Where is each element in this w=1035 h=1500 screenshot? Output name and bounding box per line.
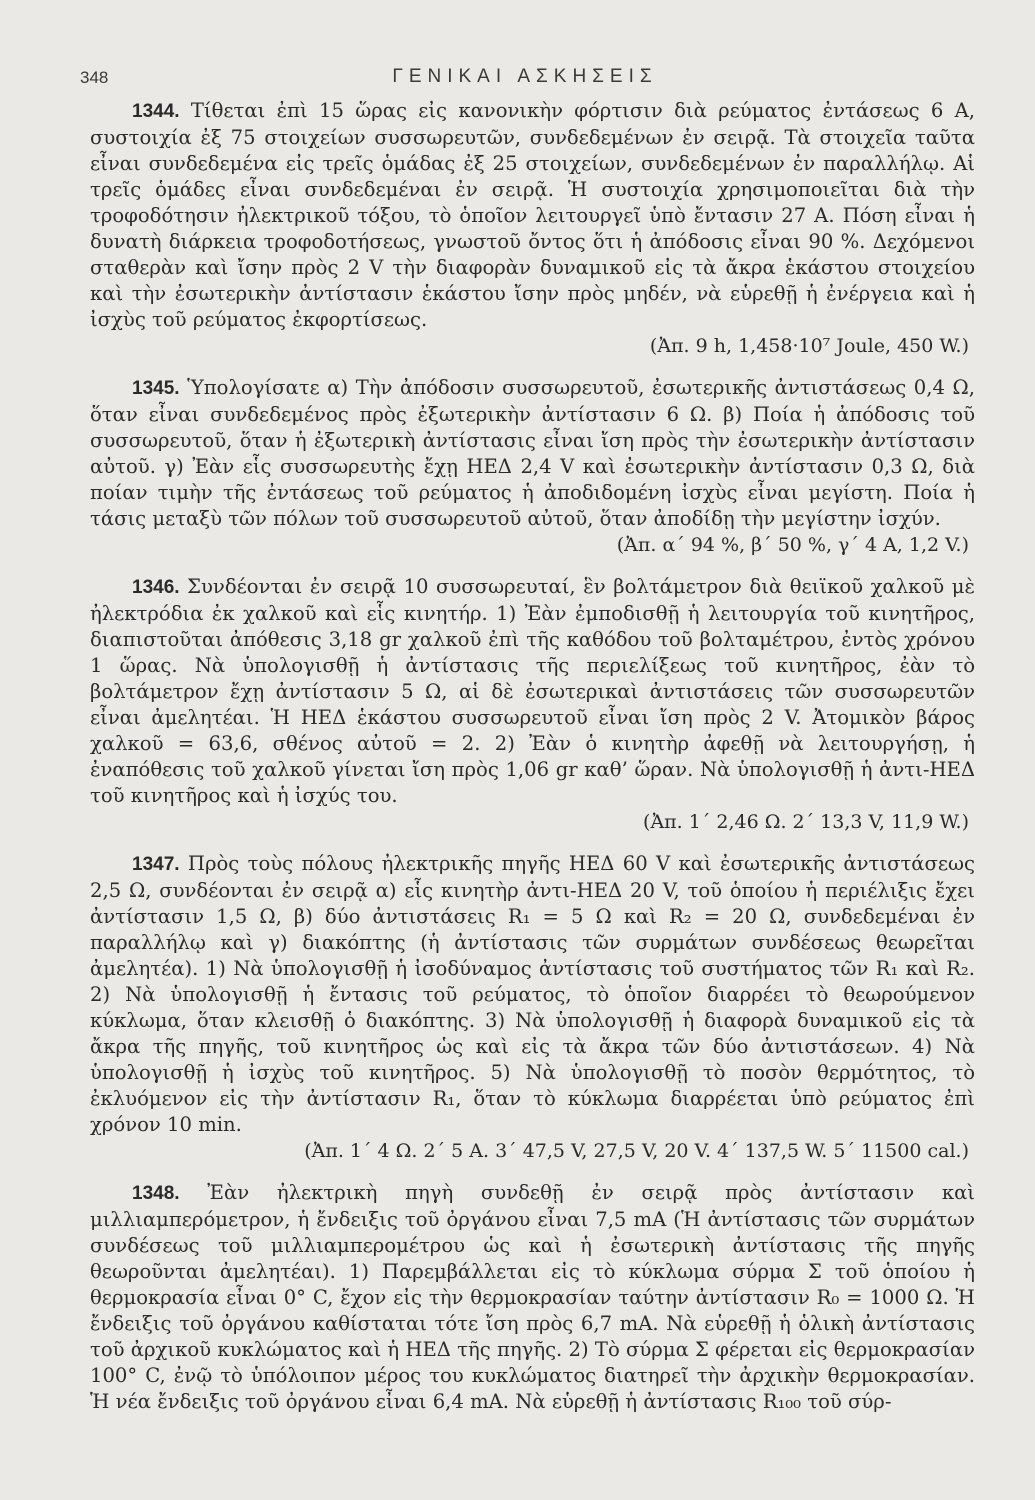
problem-1347 xyxy=(90,851,975,1164)
problem-1348 xyxy=(90,1180,975,1415)
problem-body: Συνδέονται ἐν σειρᾷ 10 συσσωρευταί, ἓν βολτάμετρον διὰ θειϊκοῦ χαλκοῦ μὲ ἠλεκτρόδια ἐκ χαλκοῦ καὶ εἷς κινητήρ. 1) Ἐὰν ἐμποδισθῇ ἡ λειτουργία τοῦ κινητῆρος, διαπιστοῦται ἀπόθεσις 3,18 gr χαλκοῦ ἐπὶ τῆς καθόδου τοῦ βολταμέτρου, ἐντὸς χρόνου 1 ὥρας. Νὰ ὑπολογισθῇ ἡ ἀντίστασις τῆς περιελίξεως τοῦ κινητῆρος, ἐὰν τὸ βολτάμετρον ἔχῃ ἀντίστασιν 5 Ω, αἱ δὲ ἐσωτερικαὶ ἀντιστάσεις τῶν συσσωρευτῶν εἶναι ἀμελητέαι. Ἡ ΗΕΔ ἑκάστου συσσωρευτοῦ εἶναι ἴση πρὸς 2 V. Ἀτομικὸν βάρος χαλκοῦ = 63,6, σθένος αὐτοῦ = 2. 2) Ἐὰν ὁ κινητὴρ ἀφεθῇ νὰ λειτουργήσῃ, ἡ ἐναπόθεσις τοῦ χαλκοῦ γίνεται ἴση πρὸς 1,06 gr καθ’ ὥραν. Νὰ ὑπολογισθῇ ἡ ἀντι-ΗΕΔ τοῦ κινητῆρος καὶ ἡ ἰσχύς του. xyxy=(90,575,976,807)
problem-answer: (Ἀπ. 1΄ 2,46 Ω. 2΄ 13,3 V, 11,9 W.) xyxy=(643,811,969,833)
problem-body: Ὑπολογίσατε α) Τὴν ἀπόδοσιν συσσωρευτοῦ, ἐσωτερικῆς ἀντιστάσεως 0,4 Ω, ὅταν εἶναι συνδεδεμένος πρὸς ἐξωτερικὴν ἀντίστασιν 6 Ω. β) Ποία ἡ ἀπόδοσις τοῦ συσσωρευτοῦ, ὅταν ἡ ἐξωτερικὴ ἀντίστασις εἶναι ἴση πρὸς τὴν ἐσωτερικὴν ἀντίστασιν αὐτοῦ. γ) Ἐὰν εἷς συσσωρευτὴς ἔχῃ ΗΕΔ 2,4 V καὶ ἐσωτερικὴν ἀντίστασιν 0,3 Ω, διὰ ποίαν τιμὴν τῆς ἐντάσεως τοῦ ρεύματος ἡ ἀποδιδομένη ἰσχὺς εἶναι μεγίστη. Ποία ἡ τάσις μεταξὺ τῶν πόλων τοῦ συσσωρευτοῦ αὐτοῦ, ὅταν ἀποδίδῃ τὴν μεγίστην ἰσχύν. xyxy=(90,376,976,530)
problem-text xyxy=(90,375,975,532)
problems-list xyxy=(90,98,975,1431)
problem-answer: (Ἀπ. 1΄ 4 Ω. 2΄ 5 A. 3΄ 47,5 V, 27,5 V, 20 V. 4΄ 137,5 W. 5΄ 11500 cal.) xyxy=(304,1140,969,1162)
running-title: ΓΕΝΙΚΑΙ ΑΣΚΗΣΕΙΣ xyxy=(392,66,658,87)
problem-answer: (Ἀπ. 9 h, 1,458·10⁷ Joule, 450 W.) xyxy=(649,335,969,357)
problem-body: Ἐὰν ἠλεκτρικὴ πηγὴ συνδεθῇ ἐν σειρᾷ πρὸς ἀντίστασιν καὶ μιλλιαμπερόμετρον, ἡ ἔνδειξις τοῦ ὀργάνου εἶναι 7,5 mA (Ἡ ἀντίστασις τῶν συρμάτων συνδέσεως τοῦ μιλλιαμπερομέτρου ὡς καὶ ἡ ἐσωτερικὴ ἀντίστασις τῆς πηγῆς θεωροῦνται ἀμελητέαι). 1) Παρεμβάλλεται εἰς τὸ κύκλωμα σύρμα Σ τοῦ ὁποίου ἡ θερμοκρασία εἶναι 0° C, ἔχον εἰς τὴν θερμοκρασίαν ταύτην ἀντίστασιν R₀ = 1000 Ω. Ἡ ἔνδειξις τοῦ ὀργάνου καθίσταται τότε ἴση πρὸς 6,7 mA. Νὰ εὑρεθῇ ἡ ὁλικὴ ἀντίστασις τοῦ ἀρχικοῦ κυκλώματος καὶ ἡ ΗΕΔ τῆς πηγῆς. 2) Τὸ σύρμα Σ φέρεται εἰς θερμοκρασίαν 100° C, ἐνῷ τὸ ὑπόλοιπον μέρος του κυκλώματος διατηρεῖ τὴν ἀρχικὴν θερμοκρασίαν. Ἡ νέα ἔνδειξις τοῦ ὀργάνου εἶναι 6,4 mA. Νὰ εὑρεθῇ ἡ ἀντίστασις R₁₀₀ τοῦ σύρ- xyxy=(90,1181,975,1413)
problem-body: Πρὸς τοὺς πόλους ἠλεκτρικῆς πηγῆς ΗΕΔ 60 V καὶ ἐσωτερικῆς ἀντιστάσεως 2,5 Ω, συνδέονται ἐν σειρᾷ α) εἷς κινητὴρ ἀντι-ΗΕΔ 20 V, τοῦ ὁποίου ἡ περιέλιξις ἔχει ἀντίστασιν 1,5 Ω, β) δύο ἀντιστάσεις R₁ = 5 Ω καὶ R₂ = 20 Ω, συνδεδεμέναι ἐν παραλλήλῳ καὶ γ) διακόπτης (ἡ ἀντίστασις τῶν συρμάτων συνδέσεως θεωρεῖται ἀμελητέα). 1) Νὰ ὑπολογισθῇ ἡ ἰσοδύναμος ἀντίστασις τοῦ συστήματος τῶν R₁ καὶ R₂. 2) Νὰ ὑπολογισθῇ ἡ ἔντασις τοῦ ρεύματος, τὸ ὁποῖον διαρρέει τὸ θεωρούμενον κύκλωμα, ὅταν κλεισθῇ ὁ διακόπτης. 3) Νὰ ὑπολογισθῇ ἡ διαφορὰ δυναμικοῦ εἰς τὰ ἄκρα τῆς πηγῆς, τοῦ κινητῆρος ὡς καὶ εἰς τὰ ἄκρα τῶν δύο ἀντιστάσεων. 4) Νὰ ὑπολογισθῇ ἡ ἰσχὺς τοῦ κινητῆρος. 5) Νὰ ὑπολογισθῇ τὸ ποσὸν θερμότητος, τὸ ἐκλυόμενον εἰς τὴν ἀντίστασιν R₁, ὅταν τὸ κύκλωμα διαρρέεται ὑπὸ ρεύματος ἐπὶ χρόνον 10 min. xyxy=(90,852,976,1136)
problem-text xyxy=(90,574,975,809)
problem-number: 1345. xyxy=(132,378,180,399)
problem-number: 1348. xyxy=(132,1183,180,1204)
page-header xyxy=(80,64,970,94)
problem-number: 1346. xyxy=(132,577,180,598)
problem-1345 xyxy=(90,375,975,558)
problem-number: 1347. xyxy=(132,854,180,875)
page-number: 348 xyxy=(80,68,109,87)
problem-number: 1344. xyxy=(132,101,180,122)
problem-1344 xyxy=(90,98,975,359)
problem-1346 xyxy=(90,574,975,835)
problem-body: Τίθεται ἐπὶ 15 ὥρας εἰς κανονικὴν φόρτισιν διὰ ρεύματος ἐντάσεως 6 A, συστοιχία ἐξ 75 στοιχείων συσσωρευτῶν, συνδεδεμένων ἐν σειρᾷ. Τὰ στοιχεῖα ταῦτα εἶναι συνδεδεμένα εἰς τρεῖς ὁμάδας ἐξ 25 στοιχείων, συνδεδεμένων ἐν παραλλήλῳ. Αἱ τρεῖς ὁμάδες εἶναι συνδεδεμέναι ἐν σειρᾷ. Ἡ συστοιχία χρησιμοποιεῖται διὰ τὴν τροφοδότησιν ἠλεκτρικοῦ τόξου, τὸ ὁποῖον λειτουργεῖ ὑπὸ ἔντασιν 27 A. Πόση εἶναι ἡ δυνατὴ διάρκεια τροφοδοτήσεως, γνωστοῦ ὄντος ὅτι ἡ ἀπόδοσις εἶναι 90 %. Δεχόμενοι σταθερὰν καὶ ἴσην πρὸς 2 V τὴν διαφορὰν δυναμικοῦ εἰς τὰ ἄκρα ἑκάστου στοιχείου καὶ τὴν ἐσωτερικὴν ἀντίστασιν ἑκάστου ἴσην πρὸς μηδέν, νὰ εὑρεθῇ ἡ ἐνέργεια καὶ ἡ ἰσχὺς τοῦ ρεύματος ἐκφορτίσεως. xyxy=(90,99,975,331)
problem-text xyxy=(90,98,975,333)
problem-text xyxy=(90,1180,975,1415)
problem-text xyxy=(90,851,975,1138)
problem-answer: (Ἀπ. α΄ 94 %, β΄ 50 %, γ΄ 4 A, 1,2 V.) xyxy=(616,534,969,556)
